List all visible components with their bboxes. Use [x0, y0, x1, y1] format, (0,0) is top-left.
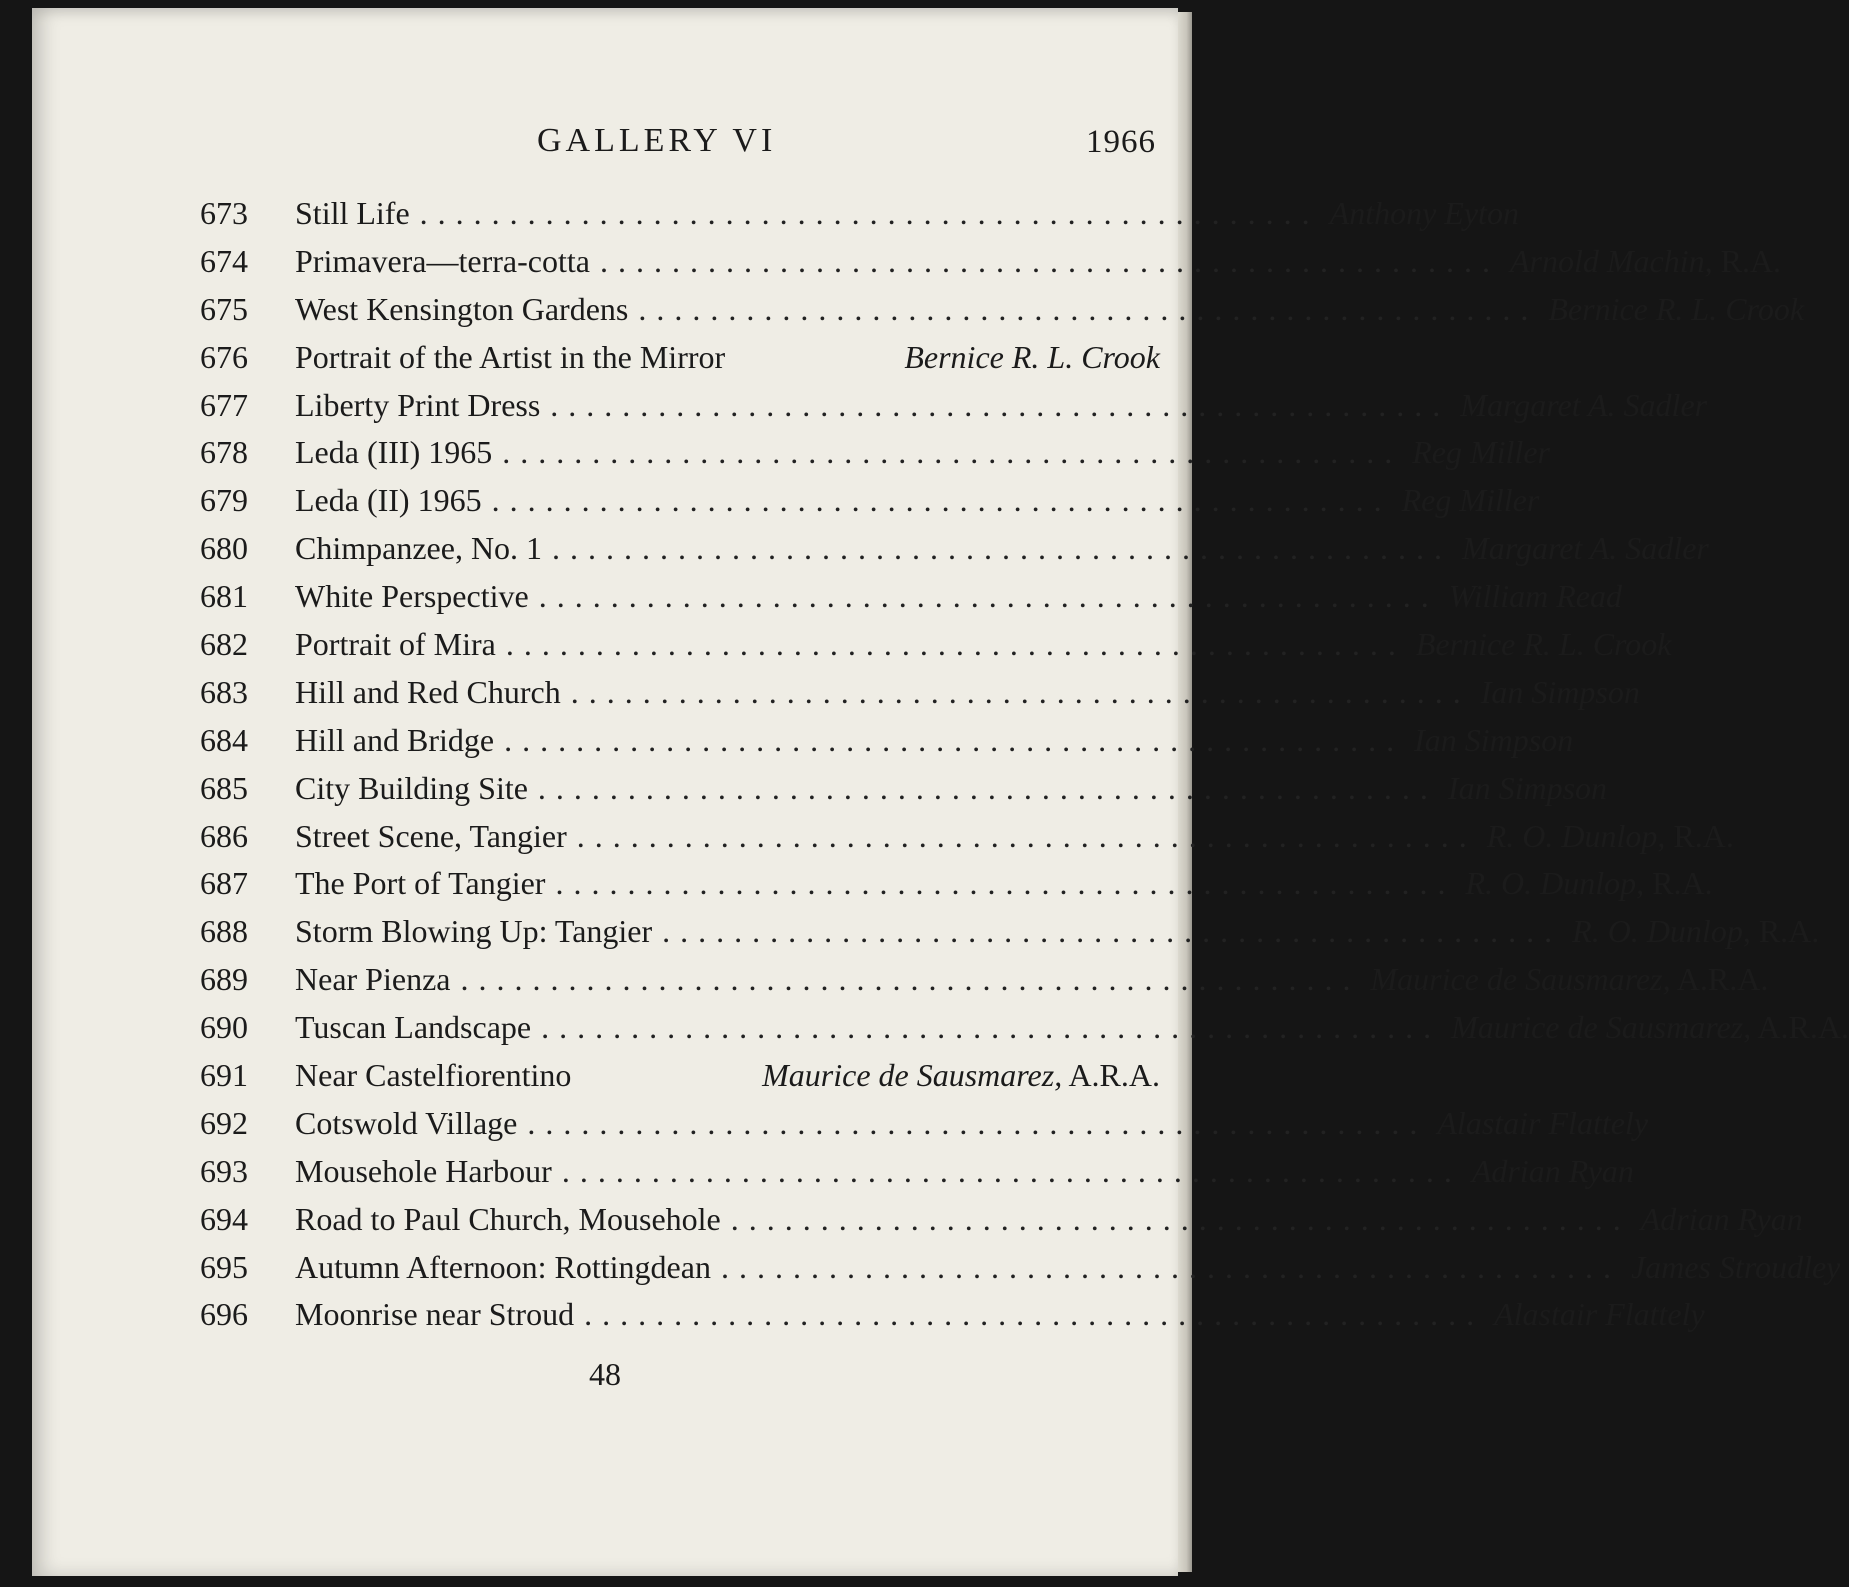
entry-number: 694 — [200, 1200, 248, 1237]
entry-title: Portrait of the Artist in the Mirror — [295, 338, 726, 375]
entry-artist — [1631, 1244, 1840, 1292]
entry-artist — [1460, 382, 1707, 430]
catalogue-entry — [200, 1100, 1649, 1148]
entry-number: 696 — [200, 1296, 248, 1333]
page-number: 48 — [589, 1356, 621, 1392]
entry-title: City Building Site — [295, 769, 528, 806]
artist-name: R. O. Dunlop, — [1572, 913, 1751, 950]
catalogue-entry — [200, 334, 1160, 382]
entry-artist — [1437, 1100, 1648, 1148]
entry-number: 692 — [200, 1104, 248, 1141]
leader-dots: .................................................. — [638, 290, 1539, 327]
leader-dots: .................................................. — [720, 1248, 1621, 1285]
artist-name: William Read — [1448, 578, 1622, 615]
catalogue-entry — [200, 1148, 1634, 1196]
artist-name: Alastair Flattely — [1437, 1104, 1649, 1141]
catalogue-entry — [200, 286, 1805, 334]
artist-name: Adrian Ryan — [1471, 1152, 1634, 1189]
entry-title: West Kensington Gardens — [295, 290, 629, 327]
catalogue-entry — [200, 956, 1769, 1004]
entry-title: White Perspective — [295, 578, 529, 615]
entry-artist — [1370, 956, 1768, 1004]
entry-title: Leda (II) 1965 — [295, 482, 482, 519]
artist-name: Maurice de Sausmarez, — [1370, 961, 1671, 998]
entry-number: 687 — [200, 865, 248, 902]
entry-artist — [1494, 1291, 1705, 1339]
catalogue-entry — [200, 860, 1713, 908]
entry-title: Autumn Afternoon: Rottingdean — [295, 1248, 711, 1285]
entry-number: 685 — [200, 769, 248, 806]
leader-dots: .................................................. — [555, 865, 1456, 902]
entry-title: Near Castelfiorentino — [295, 1057, 572, 1094]
entry-number: 678 — [200, 434, 248, 471]
leader-dots: .................................................. — [419, 195, 1320, 231]
artist-name: Reg Miller — [1412, 434, 1550, 471]
entry-number: 681 — [200, 578, 248, 615]
entry-title: Street Scene, Tangier — [295, 817, 567, 854]
entry-title: Storm Blowing Up: Tangier — [295, 913, 653, 950]
entry-number: 684 — [200, 721, 248, 758]
leader-dots: .................................................. — [599, 242, 1500, 279]
artist-name: Ian Simpson — [1414, 721, 1574, 758]
entry-artist — [1416, 621, 1672, 669]
entry-title: Mousehole Harbour — [295, 1152, 552, 1189]
entry-artist — [1462, 525, 1709, 573]
artist-name: Maurice de Sausmarez, — [1451, 1009, 1752, 1046]
leader-dots: .................................................. — [541, 1009, 1442, 1046]
entry-number: 682 — [200, 626, 248, 663]
page-header — [32, 116, 1178, 166]
artist-suffix: R.A. — [1750, 913, 1820, 950]
entry-artist — [1548, 286, 1804, 334]
entry-title: Cotswold Village — [295, 1104, 518, 1141]
entry-number: 693 — [200, 1152, 248, 1189]
catalogue-entry — [200, 190, 1519, 238]
year-heading: 1966 — [1086, 124, 1156, 160]
entry-number: 689 — [200, 961, 248, 998]
artist-name: Bernice R. L. Crook — [1548, 290, 1805, 327]
catalogue-entry — [200, 1196, 1803, 1244]
entry-title: Chimpanzee, No. 1 — [295, 530, 543, 567]
entry-artist — [904, 334, 1160, 382]
artist-name: Alastair Flattely — [1494, 1296, 1705, 1333]
entry-number: 675 — [200, 290, 248, 327]
entry-number: 673 — [200, 195, 248, 231]
artist-name: Maurice de Sausmarez, — [762, 1057, 1063, 1094]
catalogue-page — [32, 8, 1849, 1576]
entry-number: 686 — [200, 817, 248, 854]
entry-title: Primavera—terra-cotta — [295, 242, 590, 279]
artist-name: Bernice R. L. Crook — [1415, 626, 1672, 663]
entry-artist — [1472, 1148, 1634, 1196]
artist-suffix: A.R.A. — [1751, 1009, 1849, 1046]
artist-name: R. O. Dunlop, — [1465, 865, 1645, 902]
entry-number: 688 — [200, 913, 248, 950]
entry-number: 674 — [200, 242, 248, 279]
artist-name: Anthony Eyton — [1329, 195, 1519, 231]
leader-dots: .................................................. — [538, 578, 1439, 615]
entry-number: 691 — [200, 1057, 248, 1094]
artist-suffix: A.R.A. — [1062, 1057, 1160, 1094]
entry-title: Portrait of Mira — [295, 626, 496, 663]
entry-title: Near Pienza — [295, 961, 451, 998]
entry-number: 690 — [200, 1009, 248, 1046]
entry-artist — [1510, 238, 1781, 286]
catalogue-entry — [200, 573, 1622, 621]
entry-artist — [1572, 908, 1819, 956]
entry-number: 677 — [200, 386, 248, 423]
entry-title: Still Life — [295, 195, 410, 231]
entry-title: Hill and Red Church — [295, 673, 561, 710]
catalogue-entry — [200, 1052, 1160, 1100]
leader-dots: .................................................. — [576, 817, 1477, 854]
entry-number: 676 — [200, 338, 248, 375]
artist-suffix: R.A. — [1712, 242, 1782, 279]
entry-artist — [1412, 429, 1550, 477]
artist-name: James Stroudley — [1630, 1248, 1841, 1285]
gallery-heading: GALLERY VI — [537, 122, 777, 159]
leader-dots: .................................................. — [491, 482, 1392, 519]
catalogue-entry — [200, 429, 1550, 477]
leader-dots: .................................................. — [527, 1104, 1428, 1141]
entry-artist — [1481, 669, 1640, 717]
artist-name: Margaret A. Sadler — [1460, 386, 1708, 423]
catalogue-entry — [200, 1291, 1705, 1339]
leader-dots: .................................................. — [570, 673, 1471, 710]
catalogue-entry — [200, 238, 1782, 286]
artist-name: R. O. Dunlop, — [1486, 817, 1666, 854]
entry-title: Leda (III) 1965 — [295, 434, 493, 471]
leader-dots: .................................................. — [552, 530, 1453, 567]
leader-dots: .................................................. — [460, 961, 1361, 998]
catalogue-entry — [200, 717, 1574, 765]
leader-dots: .................................................. — [504, 721, 1405, 758]
entry-artist — [1449, 573, 1622, 621]
catalogue-entry — [200, 1004, 1849, 1052]
leader-dots: .................................................. — [662, 913, 1563, 950]
entry-artist — [1448, 765, 1607, 813]
entry-number: 680 — [200, 530, 248, 567]
entry-artist — [1330, 190, 1519, 238]
artist-name: Reg Miller — [1401, 482, 1540, 519]
catalogue-entry — [200, 477, 1540, 525]
entry-number: 679 — [200, 482, 248, 519]
catalogue-entry — [200, 813, 1734, 861]
leader-dots: .................................................. — [584, 1296, 1485, 1333]
catalogue-entry — [200, 765, 1608, 813]
entry-title: Tuscan Landscape — [295, 1009, 532, 1046]
artist-name: Bernice R. L. Crook — [904, 338, 1160, 375]
leader-dots: .................................................. — [730, 1200, 1631, 1237]
artist-name: Ian Simpson — [1447, 769, 1608, 806]
leader-dots: .................................................. — [502, 434, 1403, 471]
leader-dots: .................................................. — [505, 626, 1406, 663]
leader-dots: .................................................. — [537, 769, 1438, 806]
artist-suffix: A.R.A. — [1670, 961, 1769, 998]
entry-title: Liberty Print Dress — [295, 386, 541, 423]
entry-artist — [1414, 717, 1573, 765]
catalogue-entry — [200, 669, 1640, 717]
artist-name: Ian Simpson — [1480, 673, 1640, 710]
leader-dots: .................................................. — [561, 1152, 1462, 1189]
entry-number: 683 — [200, 673, 248, 710]
artist-name: Margaret A. Sadler — [1462, 530, 1709, 567]
entry-number: 695 — [200, 1248, 248, 1285]
artist-suffix: R.A. — [1665, 817, 1734, 854]
entry-artist — [762, 1052, 1160, 1100]
artist-name: Arnold Machin, — [1509, 242, 1713, 279]
entry-artist — [1641, 1196, 1803, 1244]
leader-dots: .................................................. — [550, 386, 1451, 423]
entry-artist — [1465, 860, 1712, 908]
artist-name: Adrian Ryan — [1640, 1200, 1803, 1237]
entry-title: Road to Paul Church, Mousehole — [295, 1200, 721, 1237]
catalogue-entry — [200, 908, 1820, 956]
entry-artist — [1451, 1004, 1849, 1052]
artist-suffix: R.A. — [1644, 865, 1713, 902]
catalogue-entry — [200, 525, 1709, 573]
entry-artist — [1487, 813, 1734, 861]
catalogue-entry — [200, 1244, 1841, 1292]
catalogue-entry — [200, 382, 1708, 430]
entry-artist — [1402, 477, 1540, 525]
entry-title: Hill and Bridge — [295, 721, 495, 758]
entry-title: Moonrise near Stroud — [295, 1296, 575, 1333]
catalogue-entries — [200, 190, 1849, 1339]
catalogue-entry — [200, 621, 1672, 669]
entry-title: The Port of Tangier — [295, 865, 546, 902]
